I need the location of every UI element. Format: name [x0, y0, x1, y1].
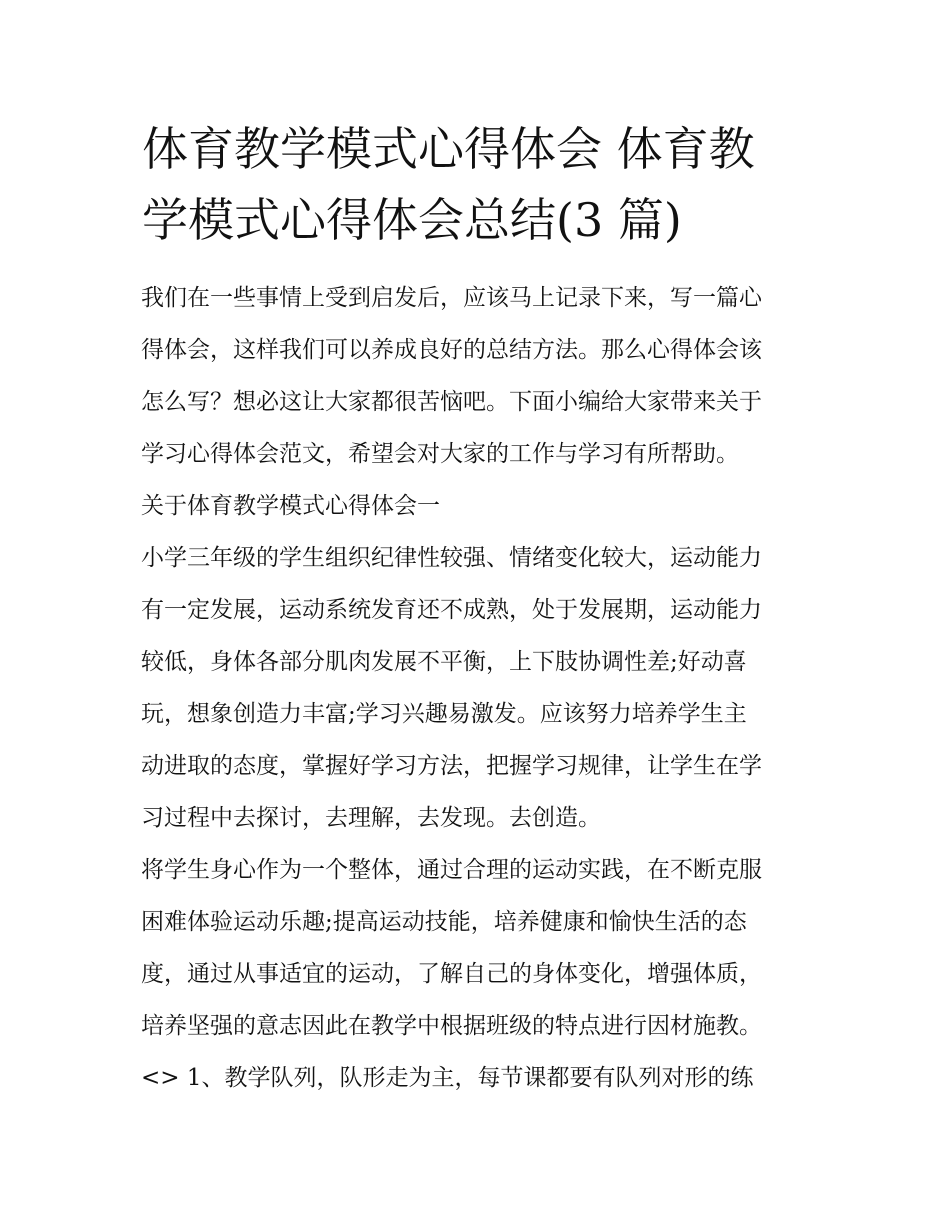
text-line: 度，通过从事适宜的运动，了解自己的身体变化，增强体质，	[141, 961, 762, 987]
text-line: 玩，想象创造力丰富;学习兴趣易激发。应该努力培养学生主	[141, 701, 747, 727]
text-line: 有一定发展，运动系统发育还不成熟，处于发展期，运动能力	[141, 597, 762, 623]
text-line: 培养坚强的意志因此在教学中根据班级的特点进行因材施教。	[141, 1013, 762, 1039]
text-line: 困难体验运动乐趣;提高运动技能，培养健康和愉快生活的态	[141, 909, 747, 935]
text-line: 学习心得体会范文，希望会对大家的工作与学习有所帮助。	[141, 441, 739, 467]
text-line: <> 1、教学队列，队形走为主，每节课都要有队列对形的练	[141, 1065, 754, 1091]
text-line: 小学三年级的学生组织纪律性较强、情绪变化较大，运动能力	[141, 545, 762, 571]
text-line: 我们在一些事情上受到启发后，应该马上记录下来，写一篇心	[141, 285, 762, 311]
document-title	[142, 114, 822, 256]
text-line: 较低，身体各部分肌肉发展不平衡，上下肢协调性差;好动喜	[141, 649, 747, 675]
paragraph-3	[141, 1052, 821, 1104]
intro-paragraph	[141, 272, 821, 532]
paragraph-1	[141, 532, 821, 844]
text-line: 得体会，这样我们可以养成良好的总结方法。那么心得体会该	[141, 337, 762, 363]
paragraph-2	[141, 844, 821, 1052]
text-line: 将学生身心作为一个整体，通过合理的运动实践，在不断克服	[141, 857, 762, 883]
text-line: 怎么写？想必这让大家都很苦恼吧。下面小编给大家带来关于	[141, 389, 762, 415]
title-line: 体育教学模式心得体会 体育教	[142, 122, 755, 176]
text-line: 习过程中去探讨，去理解，去发现。去创造。	[141, 805, 601, 831]
text-line: 动进取的态度，掌握好学习方法，把握学习规律，让学生在学	[141, 753, 762, 779]
title-line: 学模式心得体会总结(3 篇)	[142, 193, 682, 247]
section-heading: 关于体育教学模式心得体会一	[141, 493, 440, 519]
